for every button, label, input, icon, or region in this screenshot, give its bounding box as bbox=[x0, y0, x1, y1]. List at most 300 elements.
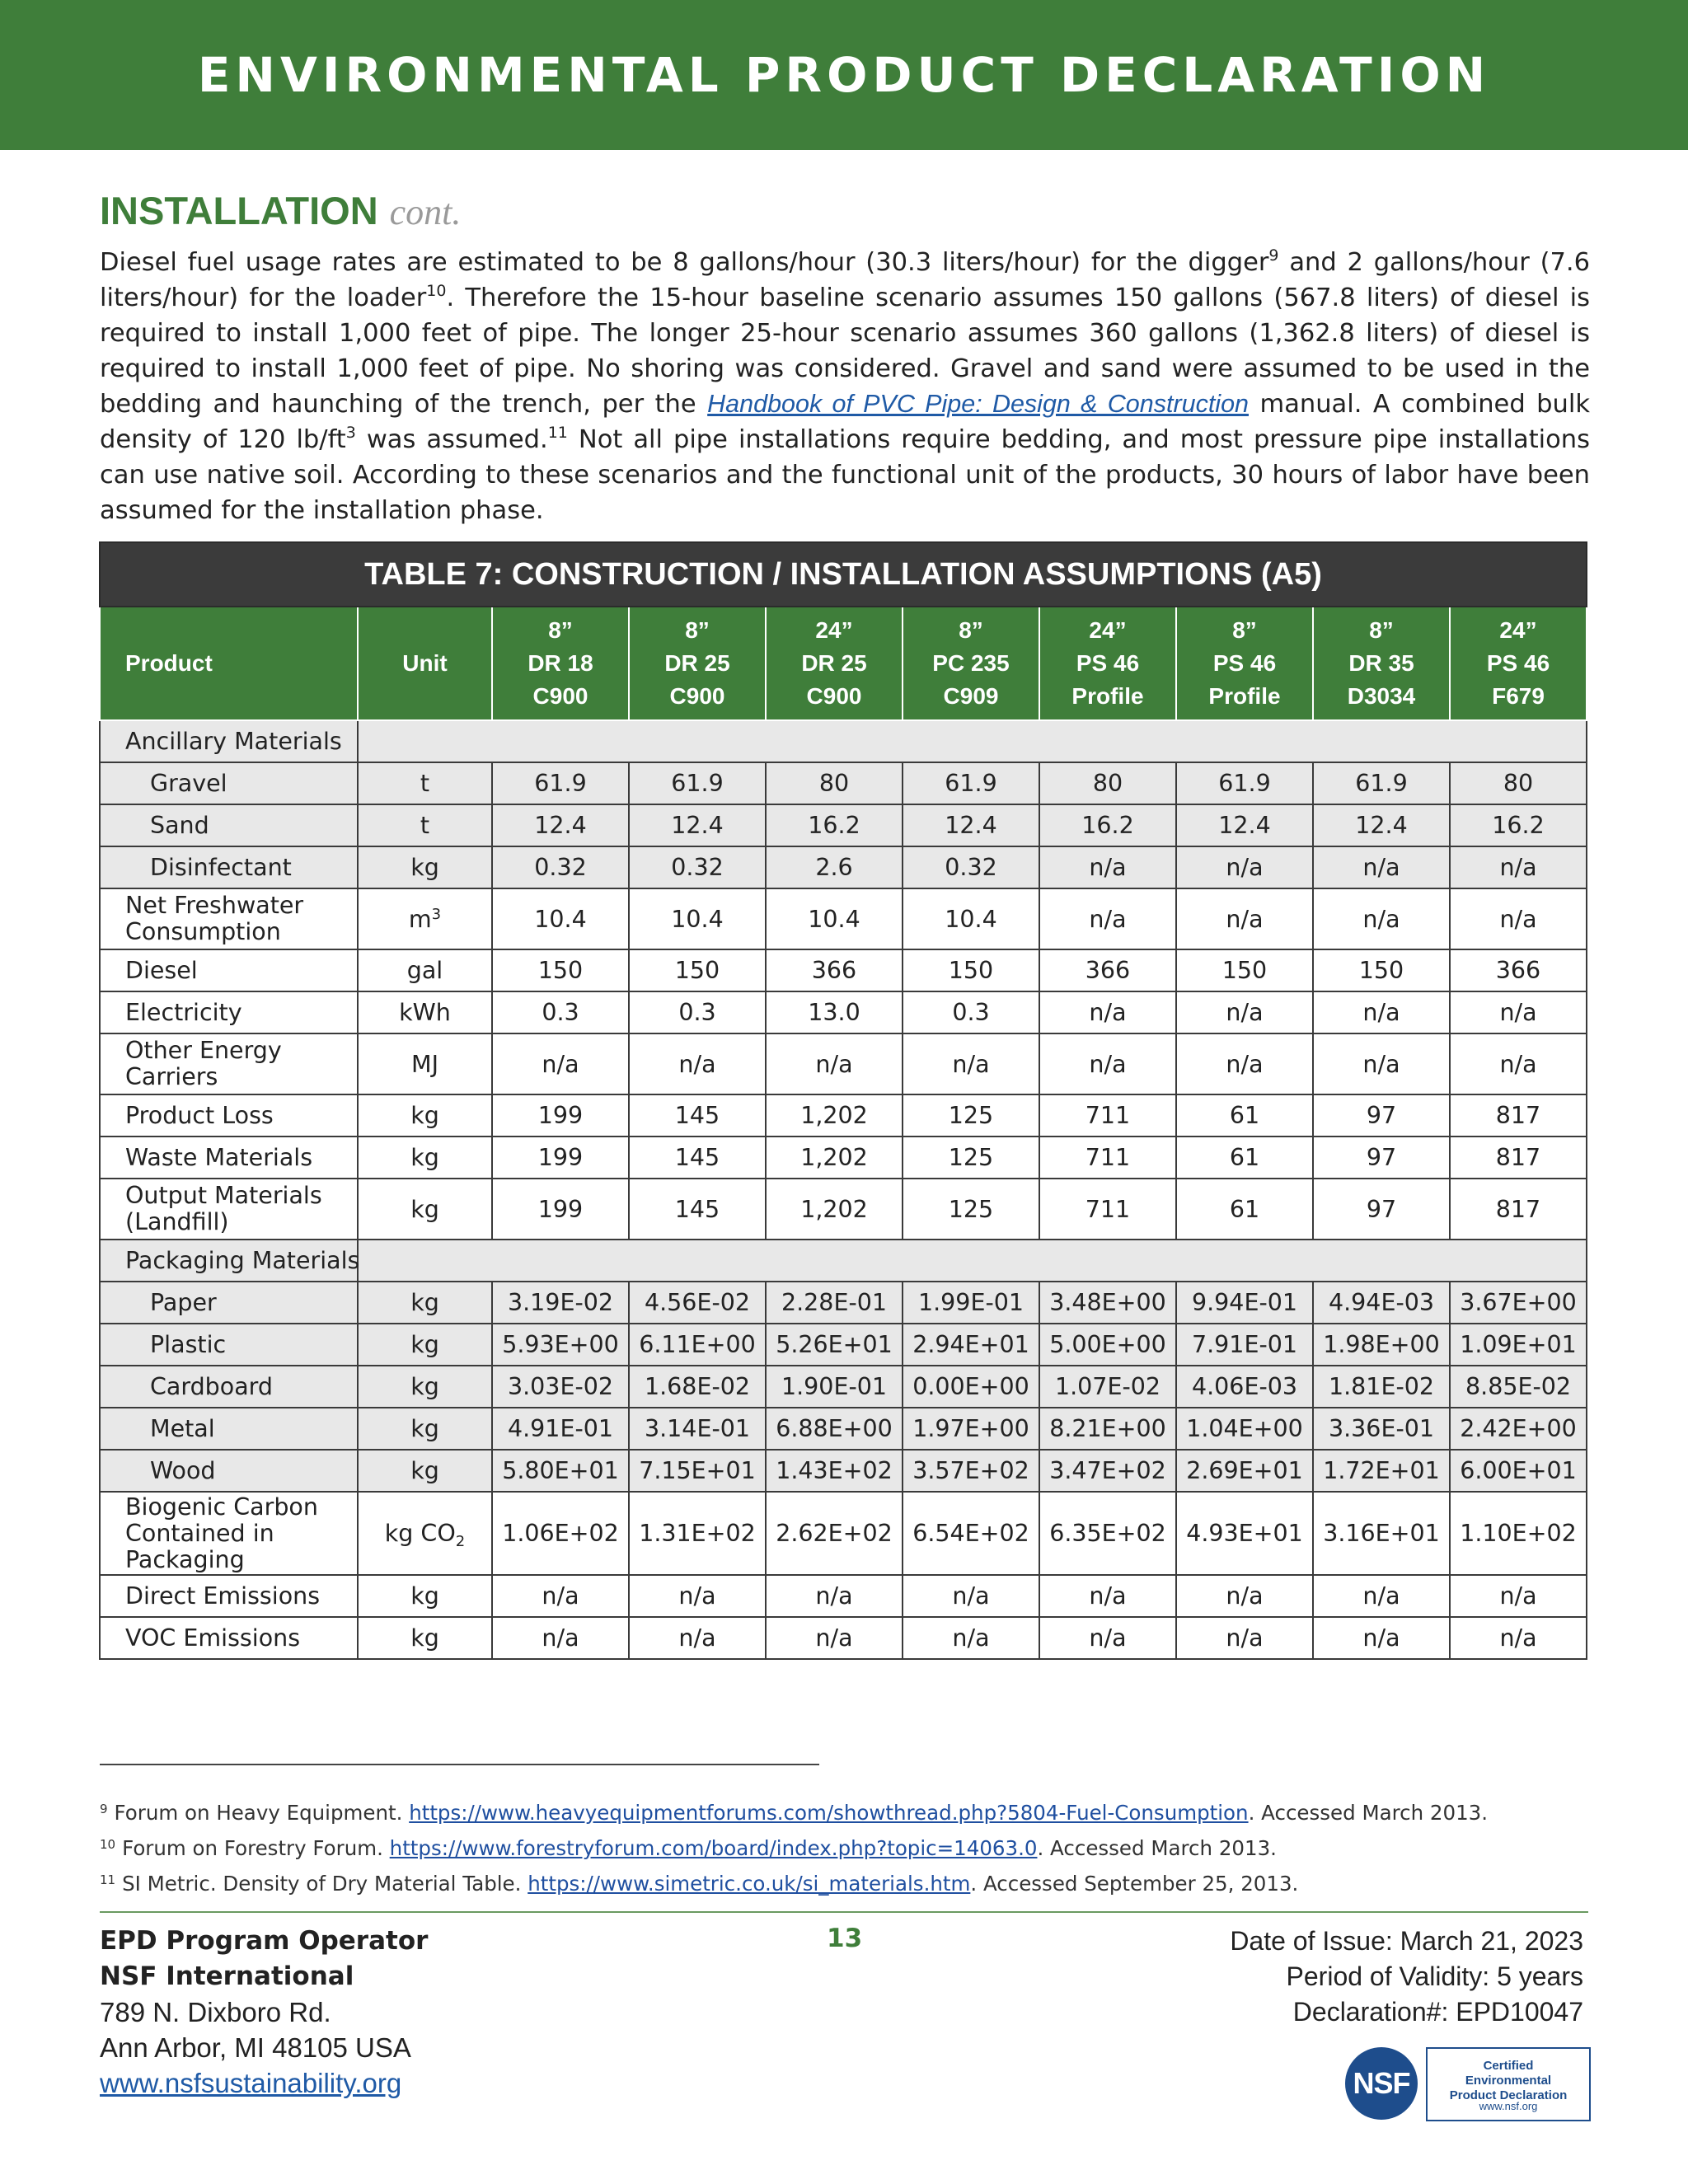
value-cell: 1.68E-02 bbox=[629, 1366, 766, 1408]
unit-superscript: 3 bbox=[431, 905, 442, 923]
column-header-line: D3034 bbox=[1347, 683, 1416, 709]
value-cell: n/a bbox=[492, 1617, 629, 1659]
value-cell: 1,202 bbox=[766, 1094, 903, 1137]
column-header-line: PS 46 bbox=[1076, 650, 1140, 676]
value-cell: 150 bbox=[1313, 949, 1450, 991]
value-cell: n/a bbox=[1313, 1617, 1450, 1659]
row-label: Electricity bbox=[100, 991, 358, 1033]
intro-text-6: Not all pipe installations require bedding, and most pressure pipe installations can use native soil. According to these scenarios and the functional unit of the products, 30 hours of labor have been assumed for the installation phase. bbox=[100, 425, 1591, 525]
value-cell: 817 bbox=[1450, 1137, 1587, 1179]
column-header-line: PS 46 bbox=[1212, 650, 1277, 676]
value-cell: 10.4 bbox=[492, 888, 629, 949]
value-cell: 10.4 bbox=[766, 888, 903, 949]
unit-subscript: 2 bbox=[455, 1533, 466, 1550]
value-cell: n/a bbox=[1313, 846, 1450, 888]
value-cell: 16.2 bbox=[1450, 804, 1587, 846]
value-cell: n/a bbox=[1176, 1033, 1313, 1094]
footer-address-1: 789 N. Dixboro Rd. bbox=[100, 1997, 331, 2027]
column-header-line: DR 35 bbox=[1348, 650, 1414, 676]
value-cell: n/a bbox=[903, 1575, 1039, 1617]
row-unit bbox=[358, 1282, 492, 1324]
value-cell: 0.32 bbox=[629, 846, 766, 888]
value-cell: 4.06E-03 bbox=[1176, 1366, 1313, 1408]
value-cell: 6.35E+02 bbox=[1039, 1492, 1176, 1575]
row-label: Paper bbox=[100, 1282, 358, 1324]
value-cell: n/a bbox=[1450, 1575, 1587, 1617]
value-cell: 7.91E-01 bbox=[1176, 1324, 1313, 1366]
value-cell: n/a bbox=[1450, 1033, 1587, 1094]
unit-text: kg bbox=[410, 1102, 439, 1129]
column-header-line: Profile bbox=[1208, 683, 1281, 709]
value-cell: n/a bbox=[1313, 991, 1450, 1033]
footnote-ref-9[interactable]: 9 bbox=[1268, 246, 1279, 265]
cubic-superscript: 3 bbox=[345, 424, 356, 442]
value-cell: 5.80E+01 bbox=[492, 1450, 629, 1492]
value-cell: 1.90E-01 bbox=[766, 1366, 903, 1408]
value-cell: n/a bbox=[492, 1575, 629, 1617]
unit-text: MJ bbox=[411, 1050, 438, 1078]
row-unit bbox=[358, 1575, 492, 1617]
table-header-row bbox=[100, 607, 1587, 720]
certified-epd-badge bbox=[1426, 2047, 1591, 2121]
footnote-link[interactable]: https://www.simetric.co.uk/si_materials.htm bbox=[528, 1872, 971, 1896]
table-row bbox=[100, 1137, 1587, 1179]
column-header-6 bbox=[1176, 607, 1313, 720]
row-unit bbox=[358, 804, 492, 846]
section-title: INSTALLATION bbox=[100, 189, 378, 232]
value-cell: 8.85E-02 bbox=[1450, 1366, 1587, 1408]
group-filler bbox=[358, 1240, 1587, 1282]
row-label: VOC Emissions bbox=[100, 1617, 358, 1659]
value-cell: 16.2 bbox=[1039, 804, 1176, 846]
value-cell: n/a bbox=[903, 1033, 1039, 1094]
footnote-text: Forum on Heavy Equipment. bbox=[114, 1801, 410, 1825]
value-cell: n/a bbox=[766, 1033, 903, 1094]
value-cell: 150 bbox=[1176, 949, 1313, 991]
value-cell: 12.4 bbox=[492, 804, 629, 846]
table-row bbox=[100, 1450, 1587, 1492]
row-unit bbox=[358, 762, 492, 804]
product-column-header: Product bbox=[100, 607, 358, 720]
value-cell: n/a bbox=[1450, 1617, 1587, 1659]
value-cell: 199 bbox=[492, 1179, 629, 1240]
value-cell: 1.98E+00 bbox=[1313, 1324, 1450, 1366]
column-header-line: C900 bbox=[532, 683, 588, 709]
value-cell: 2.94E+01 bbox=[903, 1324, 1039, 1366]
value-cell: 711 bbox=[1039, 1137, 1176, 1179]
intro-text-1: Diesel fuel usage rates are estimated to be 8 gallons/hour (30.3 liters/hour) for the digger bbox=[100, 248, 1269, 277]
footnote-text: Forum on Forestry Forum. bbox=[122, 1836, 390, 1860]
value-cell: 80 bbox=[766, 762, 903, 804]
value-cell: 4.94E-03 bbox=[1313, 1282, 1450, 1324]
row-unit bbox=[358, 1179, 492, 1240]
unit-text: m bbox=[408, 905, 432, 933]
value-cell: 1.07E-02 bbox=[1039, 1366, 1176, 1408]
footnote-text: SI Metric. Density of Dry Material Table. bbox=[122, 1872, 528, 1896]
unit-text: kg bbox=[410, 854, 439, 881]
row-label: Other Energy Carriers bbox=[100, 1033, 358, 1094]
column-header-2 bbox=[629, 607, 766, 720]
value-cell: 2.6 bbox=[766, 846, 903, 888]
value-cell: 1,202 bbox=[766, 1179, 903, 1240]
value-cell: 61 bbox=[1176, 1179, 1313, 1240]
value-cell: 61.9 bbox=[1313, 762, 1450, 804]
value-cell: n/a bbox=[629, 1575, 766, 1617]
value-cell: 0.00E+00 bbox=[903, 1366, 1039, 1408]
table-row bbox=[100, 1179, 1587, 1240]
intro-text-2: and 2 gallons/hour (7.6 liters/hour) for the loader bbox=[100, 248, 1590, 312]
unit-text: t bbox=[420, 812, 430, 839]
page-number: 13 bbox=[827, 1924, 863, 1953]
row-unit bbox=[358, 1492, 492, 1575]
value-cell: 817 bbox=[1450, 1094, 1587, 1137]
unit-text: kWh bbox=[399, 999, 451, 1026]
table-row bbox=[100, 1324, 1587, 1366]
column-header-line: 8” bbox=[1232, 617, 1257, 643]
footer-address-2: Ann Arbor, MI 48105 USA bbox=[100, 2032, 411, 2063]
column-header-line: PS 46 bbox=[1486, 650, 1550, 676]
footer-operator-block bbox=[100, 1924, 428, 2101]
nsf-logo: NSF bbox=[1345, 2047, 1418, 2120]
row-label: Sand bbox=[100, 804, 358, 846]
value-cell: 0.3 bbox=[903, 991, 1039, 1033]
table-row bbox=[100, 991, 1587, 1033]
value-cell: 1.04E+00 bbox=[1176, 1408, 1313, 1450]
intro-text-3: . Therefore the 15-hour baseline scenario assumes 150 gallons (567.8 liters) of diesel is required to install 1,000 feet of pipe. The longer 25-hour scenario assumes 360 gallons (1,362.8 liters) of diesel is required to install 1,000 feet of pipe. No shoring was considered. Gravel and sand were assumed to be used in the bedding and haunching of the trench, per the bbox=[100, 284, 1591, 419]
unit-text: kg bbox=[410, 1331, 439, 1358]
intro-text-5: was assumed. bbox=[355, 425, 548, 454]
value-cell: n/a bbox=[1039, 1033, 1176, 1094]
value-cell: 1.43E+02 bbox=[766, 1450, 903, 1492]
value-cell: n/a bbox=[766, 1575, 903, 1617]
column-header-line: DR 25 bbox=[801, 650, 867, 676]
date-of-issue: Date of Issue: March 21, 2023 bbox=[1230, 1926, 1583, 1956]
row-label: Metal bbox=[100, 1408, 358, 1450]
value-cell: 8.21E+00 bbox=[1039, 1408, 1176, 1450]
value-cell: 5.00E+00 bbox=[1039, 1324, 1176, 1366]
value-cell: n/a bbox=[1313, 888, 1450, 949]
table-group-row bbox=[100, 720, 1587, 762]
value-cell: 6.54E+02 bbox=[903, 1492, 1039, 1575]
value-cell: n/a bbox=[492, 1033, 629, 1094]
table-row bbox=[100, 1492, 1587, 1575]
column-header-line: 8” bbox=[1369, 617, 1394, 643]
footer-declaration-block bbox=[1230, 1924, 1583, 2030]
badge-line-2: Environmental bbox=[1465, 2074, 1552, 2088]
value-cell: n/a bbox=[1176, 846, 1313, 888]
value-cell: 16.2 bbox=[766, 804, 903, 846]
value-cell: n/a bbox=[629, 1033, 766, 1094]
table-row bbox=[100, 1282, 1587, 1324]
column-header-8 bbox=[1450, 607, 1587, 720]
row-label: Output Materials (Landfill) bbox=[100, 1179, 358, 1240]
value-cell: n/a bbox=[629, 1617, 766, 1659]
intro-text-4: manual. A combined bulk density of 120 lb/ft bbox=[100, 390, 1591, 454]
column-header-line: 24” bbox=[1499, 617, 1537, 643]
value-cell: 61.9 bbox=[903, 762, 1039, 804]
column-header-line: C909 bbox=[943, 683, 999, 709]
value-cell: 150 bbox=[492, 949, 629, 991]
value-cell: 0.32 bbox=[903, 846, 1039, 888]
table-row bbox=[100, 1617, 1587, 1659]
row-unit bbox=[358, 949, 492, 991]
value-cell: 1.10E+02 bbox=[1450, 1492, 1587, 1575]
value-cell: 3.03E-02 bbox=[492, 1366, 629, 1408]
value-cell: 0.32 bbox=[492, 846, 629, 888]
unit-text: kg bbox=[410, 1624, 439, 1652]
value-cell: 3.48E+00 bbox=[1039, 1282, 1176, 1324]
value-cell: 61.9 bbox=[1176, 762, 1313, 804]
column-header-line: Profile bbox=[1071, 683, 1144, 709]
value-cell: 97 bbox=[1313, 1094, 1450, 1137]
badge-line-1: Certified bbox=[1483, 2059, 1534, 2073]
value-cell: n/a bbox=[1176, 1617, 1313, 1659]
row-unit bbox=[358, 1094, 492, 1137]
column-header-7 bbox=[1313, 607, 1450, 720]
footnote-accessed: . Accessed March 2013. bbox=[1248, 1801, 1489, 1825]
value-cell: 80 bbox=[1450, 762, 1587, 804]
row-unit bbox=[358, 846, 492, 888]
value-cell: 6.00E+01 bbox=[1450, 1450, 1587, 1492]
unit-text: kg bbox=[410, 1457, 439, 1484]
group-label: Ancillary Materials bbox=[100, 720, 358, 762]
value-cell: 366 bbox=[1039, 949, 1176, 991]
column-header-line: 24” bbox=[1089, 617, 1127, 643]
unit-text: kg bbox=[410, 1289, 439, 1316]
value-cell: 61.9 bbox=[629, 762, 766, 804]
declaration-number: Declaration#: EPD10047 bbox=[1292, 1997, 1583, 2027]
value-cell: 6.11E+00 bbox=[629, 1324, 766, 1366]
header-banner bbox=[0, 0, 1688, 150]
value-cell: 97 bbox=[1313, 1137, 1450, 1179]
footer-operator: EPD Program Operator bbox=[100, 1926, 429, 1956]
unit-text: kg bbox=[410, 1373, 439, 1400]
value-cell: n/a bbox=[1039, 1617, 1176, 1659]
table-body bbox=[100, 720, 1587, 1659]
value-cell: 13.0 bbox=[766, 991, 903, 1033]
table-row bbox=[100, 888, 1587, 949]
value-cell: 1.06E+02 bbox=[492, 1492, 629, 1575]
row-label: Disinfectant bbox=[100, 846, 358, 888]
value-cell: 2.42E+00 bbox=[1450, 1408, 1587, 1450]
row-label: Wood bbox=[100, 1450, 358, 1492]
row-unit bbox=[358, 1033, 492, 1094]
footnote-ref-10[interactable]: 10 bbox=[426, 282, 447, 300]
table-row bbox=[100, 1408, 1587, 1450]
value-cell: 366 bbox=[766, 949, 903, 991]
footnote-divider bbox=[100, 1764, 819, 1765]
value-cell: 3.36E-01 bbox=[1313, 1408, 1450, 1450]
value-cell: 150 bbox=[903, 949, 1039, 991]
value-cell: 61.9 bbox=[492, 762, 629, 804]
badge-line-3: Product Declaration bbox=[1449, 2088, 1568, 2102]
row-label: Direct Emissions bbox=[100, 1575, 358, 1617]
row-unit bbox=[358, 1617, 492, 1659]
value-cell: 3.47E+02 bbox=[1039, 1450, 1176, 1492]
row-label: Cardboard bbox=[100, 1366, 358, 1408]
row-unit bbox=[358, 1137, 492, 1179]
value-cell: 711 bbox=[1039, 1094, 1176, 1137]
footnote-number: 11 bbox=[100, 1872, 116, 1887]
footnote-10 bbox=[100, 1832, 1590, 1861]
row-unit bbox=[358, 1324, 492, 1366]
value-cell: n/a bbox=[1313, 1033, 1450, 1094]
unit-text: kg CO bbox=[384, 1520, 456, 1547]
value-cell: 61 bbox=[1176, 1137, 1313, 1179]
column-header-line: 8” bbox=[959, 617, 983, 643]
value-cell: 5.26E+01 bbox=[766, 1324, 903, 1366]
table-row bbox=[100, 1094, 1587, 1137]
value-cell: n/a bbox=[1450, 846, 1587, 888]
value-cell: 199 bbox=[492, 1137, 629, 1179]
column-header-4 bbox=[903, 607, 1039, 720]
row-unit bbox=[358, 991, 492, 1033]
row-label: Net Freshwater Consumption bbox=[100, 888, 358, 949]
column-header-line: C900 bbox=[806, 683, 862, 709]
value-cell: 366 bbox=[1450, 949, 1587, 991]
value-cell: 145 bbox=[629, 1094, 766, 1137]
banner-title: ENVIRONMENTAL PRODUCT DECLARATION bbox=[197, 47, 1491, 103]
footnote-ref-11[interactable]: 11 bbox=[547, 424, 568, 442]
value-cell: 7.15E+01 bbox=[629, 1450, 766, 1492]
value-cell: 2.62E+02 bbox=[766, 1492, 903, 1575]
value-cell: 125 bbox=[903, 1094, 1039, 1137]
table-group-row bbox=[100, 1240, 1587, 1282]
table-row bbox=[100, 1575, 1587, 1617]
column-header-line: DR 18 bbox=[528, 650, 593, 676]
value-cell: 5.93E+00 bbox=[492, 1324, 629, 1366]
table-row bbox=[100, 1033, 1587, 1094]
footnotes bbox=[100, 1797, 1590, 1903]
value-cell: n/a bbox=[1313, 1575, 1450, 1617]
footnote-number: 9 bbox=[100, 1802, 108, 1816]
unit-text: kg bbox=[410, 1415, 439, 1442]
value-cell: 150 bbox=[629, 949, 766, 991]
value-cell: 4.91E-01 bbox=[492, 1408, 629, 1450]
value-cell: 145 bbox=[629, 1179, 766, 1240]
row-label: Product Loss bbox=[100, 1094, 358, 1137]
section-heading bbox=[100, 188, 461, 233]
value-cell: 1.72E+01 bbox=[1313, 1450, 1450, 1492]
value-cell: 0.3 bbox=[492, 991, 629, 1033]
value-cell: n/a bbox=[1176, 1575, 1313, 1617]
row-label: Biogenic Carbon Contained in Packaging bbox=[100, 1492, 358, 1575]
value-cell: n/a bbox=[1176, 888, 1313, 949]
value-cell: 817 bbox=[1450, 1179, 1587, 1240]
value-cell: 12.4 bbox=[903, 804, 1039, 846]
value-cell: 3.67E+00 bbox=[1450, 1282, 1587, 1324]
value-cell: 199 bbox=[492, 1094, 629, 1137]
column-header-1 bbox=[492, 607, 629, 720]
row-label: Diesel bbox=[100, 949, 358, 991]
value-cell: 1.09E+01 bbox=[1450, 1324, 1587, 1366]
period-of-validity: Period of Validity: 5 years bbox=[1286, 1961, 1583, 1991]
value-cell: n/a bbox=[1176, 991, 1313, 1033]
value-cell: 1.97E+00 bbox=[903, 1408, 1039, 1450]
row-unit bbox=[358, 1450, 492, 1492]
table-row bbox=[100, 804, 1587, 846]
value-cell: n/a bbox=[1039, 846, 1176, 888]
value-cell: 145 bbox=[629, 1137, 766, 1179]
group-label: Packaging Materials bbox=[100, 1240, 358, 1282]
column-header-5 bbox=[1039, 607, 1176, 720]
table-row bbox=[100, 1366, 1587, 1408]
footnote-link[interactable]: https://www.forestryforum.com/board/index.php?topic=14063.0 bbox=[389, 1836, 1038, 1860]
value-cell: n/a bbox=[1450, 888, 1587, 949]
value-cell: 1.99E-01 bbox=[903, 1282, 1039, 1324]
row-label: Gravel bbox=[100, 762, 358, 804]
row-unit bbox=[358, 888, 492, 949]
value-cell: 12.4 bbox=[629, 804, 766, 846]
column-header-line: C900 bbox=[669, 683, 725, 709]
unit-text: kg bbox=[410, 1144, 439, 1171]
value-cell: 80 bbox=[1039, 762, 1176, 804]
value-cell: 711 bbox=[1039, 1179, 1176, 1240]
column-header-line: F679 bbox=[1492, 683, 1545, 709]
value-cell: n/a bbox=[1039, 991, 1176, 1033]
column-header-3 bbox=[766, 607, 903, 720]
group-filler bbox=[358, 720, 1587, 762]
value-cell: 9.94E-01 bbox=[1176, 1282, 1313, 1324]
footnote-11 bbox=[100, 1868, 1590, 1896]
value-cell: 6.88E+00 bbox=[766, 1408, 903, 1450]
value-cell: 4.93E+01 bbox=[1176, 1492, 1313, 1575]
column-header-line: 8” bbox=[548, 617, 573, 643]
value-cell: n/a bbox=[1039, 888, 1176, 949]
footer-website-link[interactable]: www.nsfsustainability.org bbox=[100, 2068, 402, 2098]
value-cell: 3.57E+02 bbox=[903, 1450, 1039, 1492]
column-header-line: 8” bbox=[685, 617, 710, 643]
value-cell: 3.14E-01 bbox=[629, 1408, 766, 1450]
value-cell: 125 bbox=[903, 1179, 1039, 1240]
intro-paragraph bbox=[100, 245, 1590, 528]
value-cell: 2.28E-01 bbox=[766, 1282, 903, 1324]
value-cell: 61 bbox=[1176, 1094, 1313, 1137]
handbook-link[interactable]: Handbook of PVC Pipe: Design & Construction bbox=[707, 390, 1249, 418]
value-cell: 97 bbox=[1313, 1179, 1450, 1240]
column-header-line: 24” bbox=[815, 617, 853, 643]
table-row bbox=[100, 949, 1587, 991]
unit-text: kg bbox=[410, 1582, 439, 1610]
footnote-accessed: . Accessed March 2013. bbox=[1037, 1836, 1277, 1860]
unit-column-header: Unit bbox=[358, 607, 492, 720]
row-unit bbox=[358, 1408, 492, 1450]
unit-text: gal bbox=[406, 957, 443, 984]
value-cell: n/a bbox=[766, 1617, 903, 1659]
footnote-link[interactable]: https://www.heavyequipmentforums.com/showthread.php?5804-Fuel-Consumption bbox=[409, 1801, 1249, 1825]
value-cell: 4.56E-02 bbox=[629, 1282, 766, 1324]
row-label: Waste Materials bbox=[100, 1137, 358, 1179]
value-cell: 0.3 bbox=[629, 991, 766, 1033]
row-unit bbox=[358, 1366, 492, 1408]
value-cell: 1.31E+02 bbox=[629, 1492, 766, 1575]
footnote-number: 10 bbox=[100, 1837, 116, 1852]
value-cell: 1.81E-02 bbox=[1313, 1366, 1450, 1408]
value-cell: n/a bbox=[903, 1617, 1039, 1659]
assumptions-table bbox=[99, 541, 1587, 1660]
column-header-line: DR 25 bbox=[664, 650, 730, 676]
section-cont: cont. bbox=[389, 192, 462, 232]
value-cell: n/a bbox=[1039, 1575, 1176, 1617]
badge-line-4: www.nsf.org bbox=[1479, 2100, 1538, 2112]
value-cell: 12.4 bbox=[1176, 804, 1313, 846]
table-row bbox=[100, 762, 1587, 804]
value-cell: 3.16E+01 bbox=[1313, 1492, 1450, 1575]
value-cell: n/a bbox=[1450, 991, 1587, 1033]
footnote-9 bbox=[100, 1797, 1590, 1825]
assumptions-table-wrapper bbox=[99, 541, 1586, 1660]
value-cell: 3.19E-02 bbox=[492, 1282, 629, 1324]
